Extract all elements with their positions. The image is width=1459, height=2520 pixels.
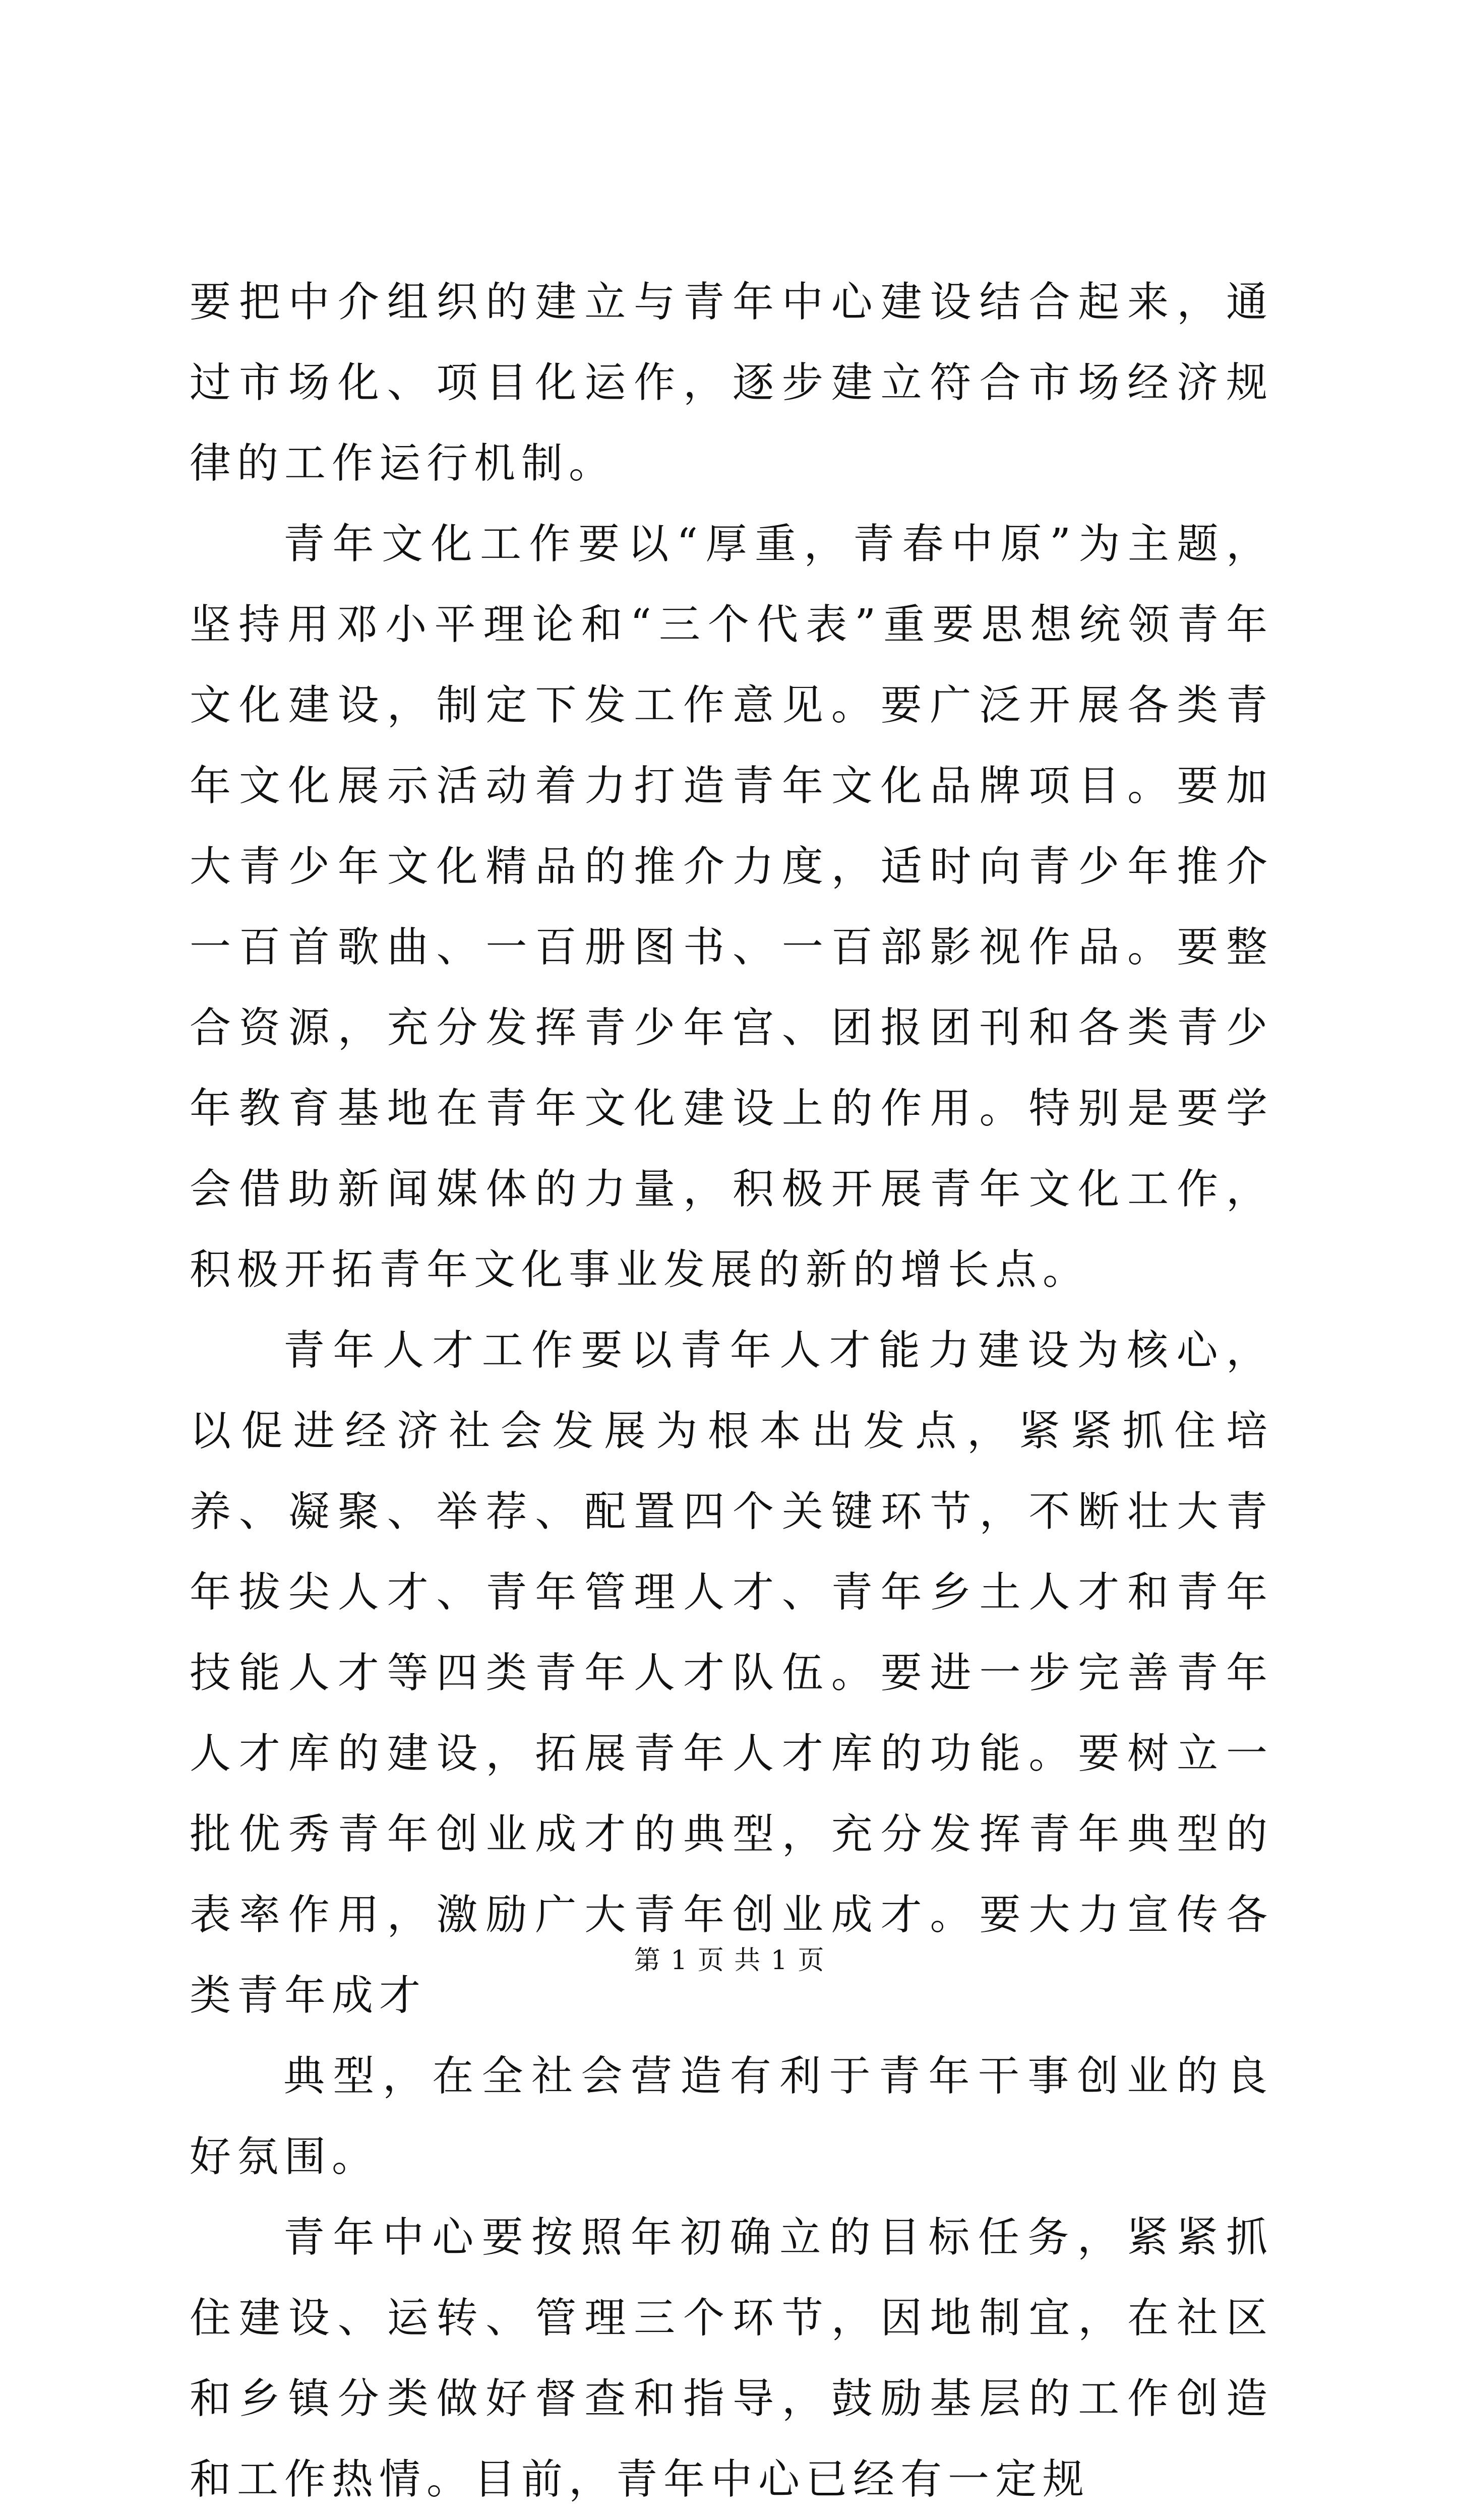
paragraph-youth-talent: 青年人才工作要以青年人才能力建设为核心，以促进经济社会发展为根本出发点，紧紧抓住培养、凝聚、举荐、配置四个关键环节，不断壮大青年拔尖人才、青年管理人才、青年乡土人才和青年技能人才等四类青年人才队伍。要进一步完善青年人才库的建设，拓展青年人才库的功能。要树立一批优秀青年创业成才的典型，充分发挥青年典型的表率作用，激励广大青年创业成才。要大力宣传各类青年成才 (190, 1327, 1273, 2020)
paragraph-intermediary-organizations: 要把中介组织的建立与青年中心建设结合起来，通过市场化、项目化运作，逐步建立符合市场经济规律的工作运行机制。 (190, 278, 1273, 487)
document-body (190, 262, 1273, 2520)
page-number-footer: 第 1 页 共 1 页 (634, 1945, 825, 1976)
paragraph-youth-culture: 青年文化工作要以“厚重，青春中原”为主题，坚持用邓小平理论和“三个代表”重要思想统领青年文化建设，制定下发工作意见。要广泛开展各类青年文化展示活动着力打造青年文化品牌项目。要加大青少年文化精品的推介力度，适时向青少年推介一百首歌曲、一百册图书、一百部影视作品。要整合资源，充分发挥青少年宫、团报团刊和各类青少年教育基地在青年文化建设上的作用。特别是要学会借助新闻媒体的力量，积极开展青年文化工作，积极开拓青年文化事业发展的新的增长点。 (190, 520, 1273, 1294)
paragraph-entrepreneurship-atmosphere: 典型，在全社会营造有利于青年干事创业的良好氛围。 (190, 2052, 1273, 2181)
paragraph-youth-center: 青年中心要按照年初确立的目标任务，紧紧抓住建设、运转、管理三个环节，因地制宜，在社区和乡镇分类做好督查和指导，鼓励基层的工作创造和工作热情。目前，青年中心已经有一定规 (190, 2214, 1273, 2503)
